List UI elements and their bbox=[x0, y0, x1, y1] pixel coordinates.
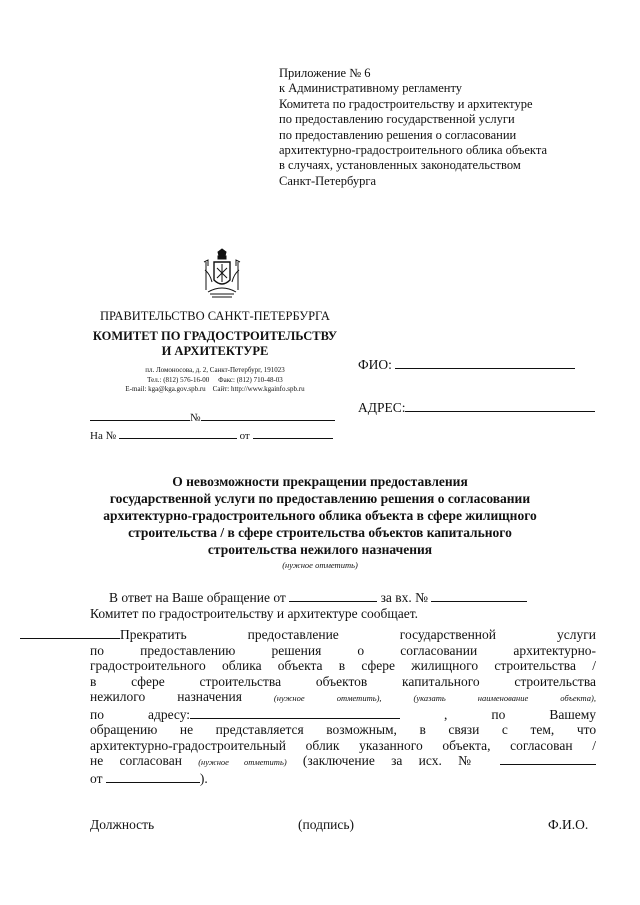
text-fragment: наименование bbox=[477, 693, 529, 703]
text-fragment: исх. bbox=[418, 753, 442, 768]
title-line: О невозможности прекращении предоставления bbox=[172, 474, 468, 489]
text-fragment: не bbox=[179, 722, 194, 737]
reference-line bbox=[90, 428, 333, 442]
text-fragment: Вашему bbox=[549, 706, 597, 722]
decision-line bbox=[90, 753, 596, 771]
text-fragment: строительства bbox=[199, 673, 282, 689]
appendix-line: архитектурно-градостроительного облика объекта bbox=[279, 143, 547, 158]
text-fragment: объекта), bbox=[560, 693, 596, 703]
signature-position: Должность bbox=[90, 817, 155, 832]
committee-fax: Факс: (812) 710-48-03 bbox=[218, 375, 283, 384]
committee-contacts bbox=[80, 366, 350, 395]
text-fragment: по bbox=[90, 642, 104, 658]
text-fragment: нежилого bbox=[90, 689, 146, 704]
signature-placeholder: (подпись) bbox=[298, 817, 355, 832]
text-fragment: государственной bbox=[399, 627, 497, 642]
reference-date-field[interactable] bbox=[253, 428, 333, 439]
fio-label: ФИО: bbox=[358, 357, 392, 372]
address-field[interactable] bbox=[405, 399, 595, 412]
text-fragment: представляется bbox=[215, 722, 304, 737]
title-line: архитектурно-градостроительного облика объекта в сфере жилищного bbox=[103, 508, 537, 523]
recipient-address bbox=[358, 399, 595, 416]
text-fragment: строительства bbox=[514, 673, 597, 689]
committee-site: Сайт: http://www.kgainfo.spb.ru bbox=[212, 385, 305, 393]
number-sign: № bbox=[190, 412, 201, 424]
text-fragment: решения bbox=[271, 642, 322, 658]
reference-from-label: от bbox=[239, 430, 250, 442]
appendix-header bbox=[279, 66, 619, 189]
text-fragment: в bbox=[90, 673, 97, 689]
decision-line bbox=[90, 771, 596, 787]
text-fragment: по bbox=[491, 706, 506, 722]
outgoing-number-field[interactable] bbox=[201, 410, 335, 421]
text-fragment: адресу: bbox=[147, 706, 191, 722]
object-address-field[interactable] bbox=[190, 708, 400, 719]
text-fragment: (нужное отметить) bbox=[198, 757, 287, 767]
text-fragment: ). bbox=[199, 770, 208, 786]
outgoing-date-field[interactable] bbox=[90, 410, 190, 421]
decision-line: градостроительного облика объекта в сфере жилищного строительства / bbox=[90, 658, 596, 673]
text-fragment: обращению bbox=[90, 722, 158, 737]
text-fragment: (нужное bbox=[273, 693, 305, 703]
appendix-line: по предоставлению решения о согласовании bbox=[279, 127, 517, 142]
decision-line: архитектурно-градостроительный облик указанного объекта, согласован / bbox=[90, 737, 596, 753]
text-fragment: предоставлению bbox=[140, 642, 236, 658]
appendix-line: Комитета по градостроительству и архитектуре bbox=[279, 96, 533, 111]
fio-field[interactable] bbox=[395, 356, 575, 369]
signature-name: Ф.И.О. bbox=[548, 817, 589, 832]
response-paragraph bbox=[90, 590, 596, 621]
response-intro-line2: Комитет по градостроительству и архитектуре сообщает. bbox=[90, 605, 419, 621]
appendix-line: Приложение № 6 bbox=[279, 66, 371, 80]
conclusion-number-field[interactable] bbox=[500, 754, 596, 765]
text-fragment: архитектурно- bbox=[513, 642, 597, 658]
title-line: строительства / в сфере строительства объектов капитального bbox=[128, 525, 512, 540]
appendix-line: к Административному регламенту bbox=[279, 81, 463, 96]
decision-line bbox=[90, 627, 596, 643]
text-fragment: не bbox=[90, 753, 104, 768]
text-fragment: № bbox=[458, 753, 484, 768]
title-line: государственной услуги по предоставлению решения о согласовании bbox=[109, 491, 531, 506]
text-fragment: капитального bbox=[402, 673, 480, 689]
text-fragment: что bbox=[576, 722, 597, 737]
decision-line bbox=[90, 689, 596, 707]
decision-paragraph bbox=[90, 627, 596, 786]
text-fragment: услуги bbox=[557, 627, 597, 642]
appendix-line: в случаях, установленных законодательством bbox=[279, 158, 521, 173]
conclusion-date-field[interactable] bbox=[106, 772, 200, 783]
text-fragment: объектов bbox=[315, 673, 368, 689]
text-fragment: , bbox=[444, 706, 448, 722]
recipient-fio bbox=[358, 356, 575, 373]
text-fragment: согласован bbox=[119, 753, 182, 768]
text-fragment: о bbox=[357, 642, 365, 658]
document-title bbox=[60, 473, 580, 558]
address-label: АДРЕС: bbox=[358, 400, 406, 415]
text-fragment: тем, bbox=[530, 722, 555, 737]
title-line: строительства нежилого назначения bbox=[207, 542, 433, 557]
committee-address: пл. Ломоносова, д. 2, Санкт-Петербург, 191023 bbox=[145, 366, 285, 374]
incoming-number-field[interactable] bbox=[431, 591, 527, 602]
request-date-field[interactable] bbox=[289, 591, 377, 602]
text-fragment: от bbox=[90, 770, 103, 786]
incoming-number-label: за вх. № bbox=[380, 590, 429, 605]
text-fragment: назначения bbox=[177, 689, 242, 704]
text-fragment: предоставление bbox=[247, 627, 339, 642]
committee-name-line: И АРХИТЕКТУРЕ bbox=[161, 344, 269, 358]
text-fragment: отметить), bbox=[336, 693, 382, 703]
coat-of-arms-icon bbox=[202, 248, 242, 300]
text-fragment: с bbox=[501, 722, 508, 737]
decision-line bbox=[90, 674, 596, 690]
committee-email: E-mail: kga@kga.gov.spb.ru bbox=[125, 385, 206, 393]
decision-line bbox=[90, 722, 596, 738]
text-fragment: Прекратить bbox=[120, 627, 187, 642]
text-fragment: согласовании bbox=[400, 642, 478, 658]
appendix-line: по предоставлению государственной услуги bbox=[279, 112, 515, 127]
decision-line bbox=[90, 707, 596, 723]
text-fragment: возможным, bbox=[326, 722, 397, 737]
text-fragment: в bbox=[419, 722, 426, 737]
committee-name-line: КОМИТЕТ ПО ГРАДОСТРОИТЕЛЬСТВУ bbox=[92, 329, 338, 343]
text-fragment: за bbox=[391, 753, 403, 768]
decision-line bbox=[90, 643, 596, 659]
text-fragment: по bbox=[90, 706, 104, 722]
reference-prefix: На № bbox=[90, 430, 117, 442]
text-fragment: сфере bbox=[131, 673, 165, 689]
appendix-line: Санкт-Петербурга bbox=[279, 173, 377, 188]
text-fragment: (заключение bbox=[302, 753, 375, 768]
text-fragment: связи bbox=[448, 722, 480, 737]
response-intro: В ответ на Ваше обращение от bbox=[109, 590, 286, 605]
text-fragment: (указать bbox=[413, 693, 446, 703]
government-name: ПРАВИТЕЛЬСТВО САНКТ-ПЕТЕРБУРГА bbox=[100, 309, 330, 323]
committee-phone: Тел.: (812) 576-16-00 bbox=[147, 375, 210, 384]
committee-name bbox=[90, 329, 340, 359]
reference-number-field[interactable] bbox=[119, 428, 237, 439]
title-note: (нужное отметить) bbox=[282, 560, 358, 570]
outgoing-number-line bbox=[90, 410, 335, 424]
